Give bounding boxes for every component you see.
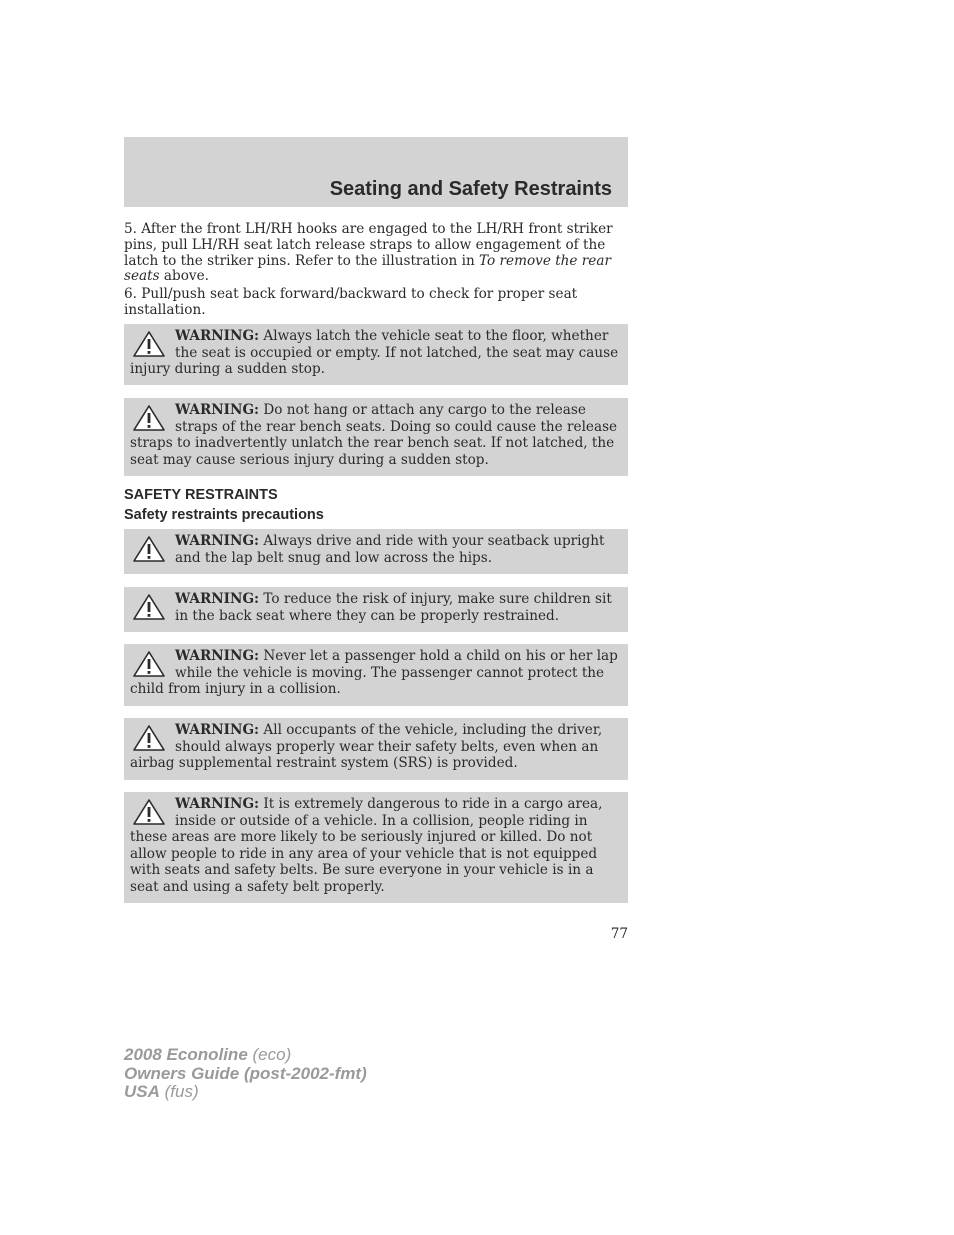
step-5-reference: To remove the rear seats xyxy=(124,252,611,285)
warning-box xyxy=(124,324,628,385)
warning-text xyxy=(130,648,622,698)
warning-text xyxy=(130,591,622,624)
warning-label: WARNING: xyxy=(175,648,260,664)
warning-text xyxy=(130,796,622,895)
warning-text xyxy=(130,402,622,468)
warning-triangle-icon xyxy=(132,650,166,678)
warning-label: WARNING: xyxy=(175,328,260,344)
subsection-heading-precautions: Safety restraints precautions xyxy=(124,507,324,523)
warning-body: Always drive and ride with your seatback upright and the lap belt snug and low across the hips. xyxy=(175,533,605,566)
warning-box xyxy=(124,644,628,706)
warning-body: Always latch the vehicle seat to the floor, whether the seat is occupied or empty. If not latched, the seat may cause injury during a sudden stop. xyxy=(130,328,619,377)
warning-box xyxy=(124,587,628,632)
footer-model: 2008 Econoline xyxy=(124,1045,248,1064)
footer-market-code: (fus) xyxy=(159,1082,199,1101)
warning-triangle-icon xyxy=(132,798,166,826)
warning-body: All occupants of the vehicle, including the driver, should always properly wear their safety belts, even when an airbag supplemental restraint system (SRS) is provided. xyxy=(130,722,603,771)
step-6-paragraph: 6. Pull/push seat back forward/backward to check for proper seat installation. xyxy=(124,286,578,318)
warning-body: To reduce the risk of injury, make sure children sit in the back seat where they can be properly restrained. xyxy=(175,591,612,624)
section-title: Seating and Safety Restraints xyxy=(329,178,612,200)
warning-text xyxy=(130,533,622,566)
warning-box xyxy=(124,529,628,574)
warning-label: WARNING: xyxy=(175,402,260,418)
warning-box xyxy=(124,718,628,780)
warning-label: WARNING: xyxy=(175,722,260,738)
warning-triangle-icon xyxy=(132,593,166,621)
footer-line-3 xyxy=(124,1083,367,1102)
section-heading-safety-restraints: SAFETY RESTRAINTS xyxy=(124,487,278,503)
page-number: 77 xyxy=(610,926,628,942)
footer-line-2 xyxy=(124,1065,367,1084)
warning-triangle-icon xyxy=(132,535,166,563)
warning-label: WARNING: xyxy=(175,533,260,549)
warning-label: WARNING: xyxy=(175,796,260,812)
warning-triangle-icon xyxy=(132,724,166,752)
warning-text xyxy=(130,722,622,772)
step-5-text: 5. After the front LH/RH hooks are engaged to the LH/RH front striker pins, pull LH/RH seat latch release straps to allow engagement of the latch to the striker pins. Refer to the illustration in xyxy=(124,221,613,269)
footer-guide: Owners Guide (post-2002-fmt) xyxy=(124,1063,367,1083)
step-5-paragraph xyxy=(124,222,628,285)
warning-triangle-icon xyxy=(132,404,166,432)
warning-body: Do not hang or attach any cargo to the release straps of the rear bench seats. Doing so could cause the release straps to inadvertently unlatch the rear bench seat. If not latched, the seat may cause serious injury during a sudden stop. xyxy=(130,402,618,468)
warning-label: WARNING: xyxy=(175,591,260,607)
warning-text xyxy=(130,328,622,378)
document-footer xyxy=(124,1046,367,1102)
warning-box xyxy=(124,792,628,903)
warning-box xyxy=(124,398,628,476)
warning-triangle-icon xyxy=(132,330,166,358)
step-5-suffix: above. xyxy=(159,268,209,285)
warning-body: It is extremely dangerous to ride in a cargo area, inside or outside of a vehicle. In a collision, people riding in these areas are more likely to be seriously injured or killed. Do not allow people to ride in any area of your vehicle that is not equipped with seats and safety belts. Be sure everyone in your vehicle is in a seat and using a safety belt properly. xyxy=(130,796,603,895)
footer-line-1 xyxy=(124,1046,367,1065)
warning-body: Never let a passenger hold a child on his or her lap while the vehicle is moving. The passenger cannot protect the child from injury in a collision. xyxy=(130,648,618,697)
section-header-band xyxy=(124,137,628,207)
footer-market: USA xyxy=(124,1082,160,1101)
footer-model-code: (eco) xyxy=(247,1045,292,1064)
